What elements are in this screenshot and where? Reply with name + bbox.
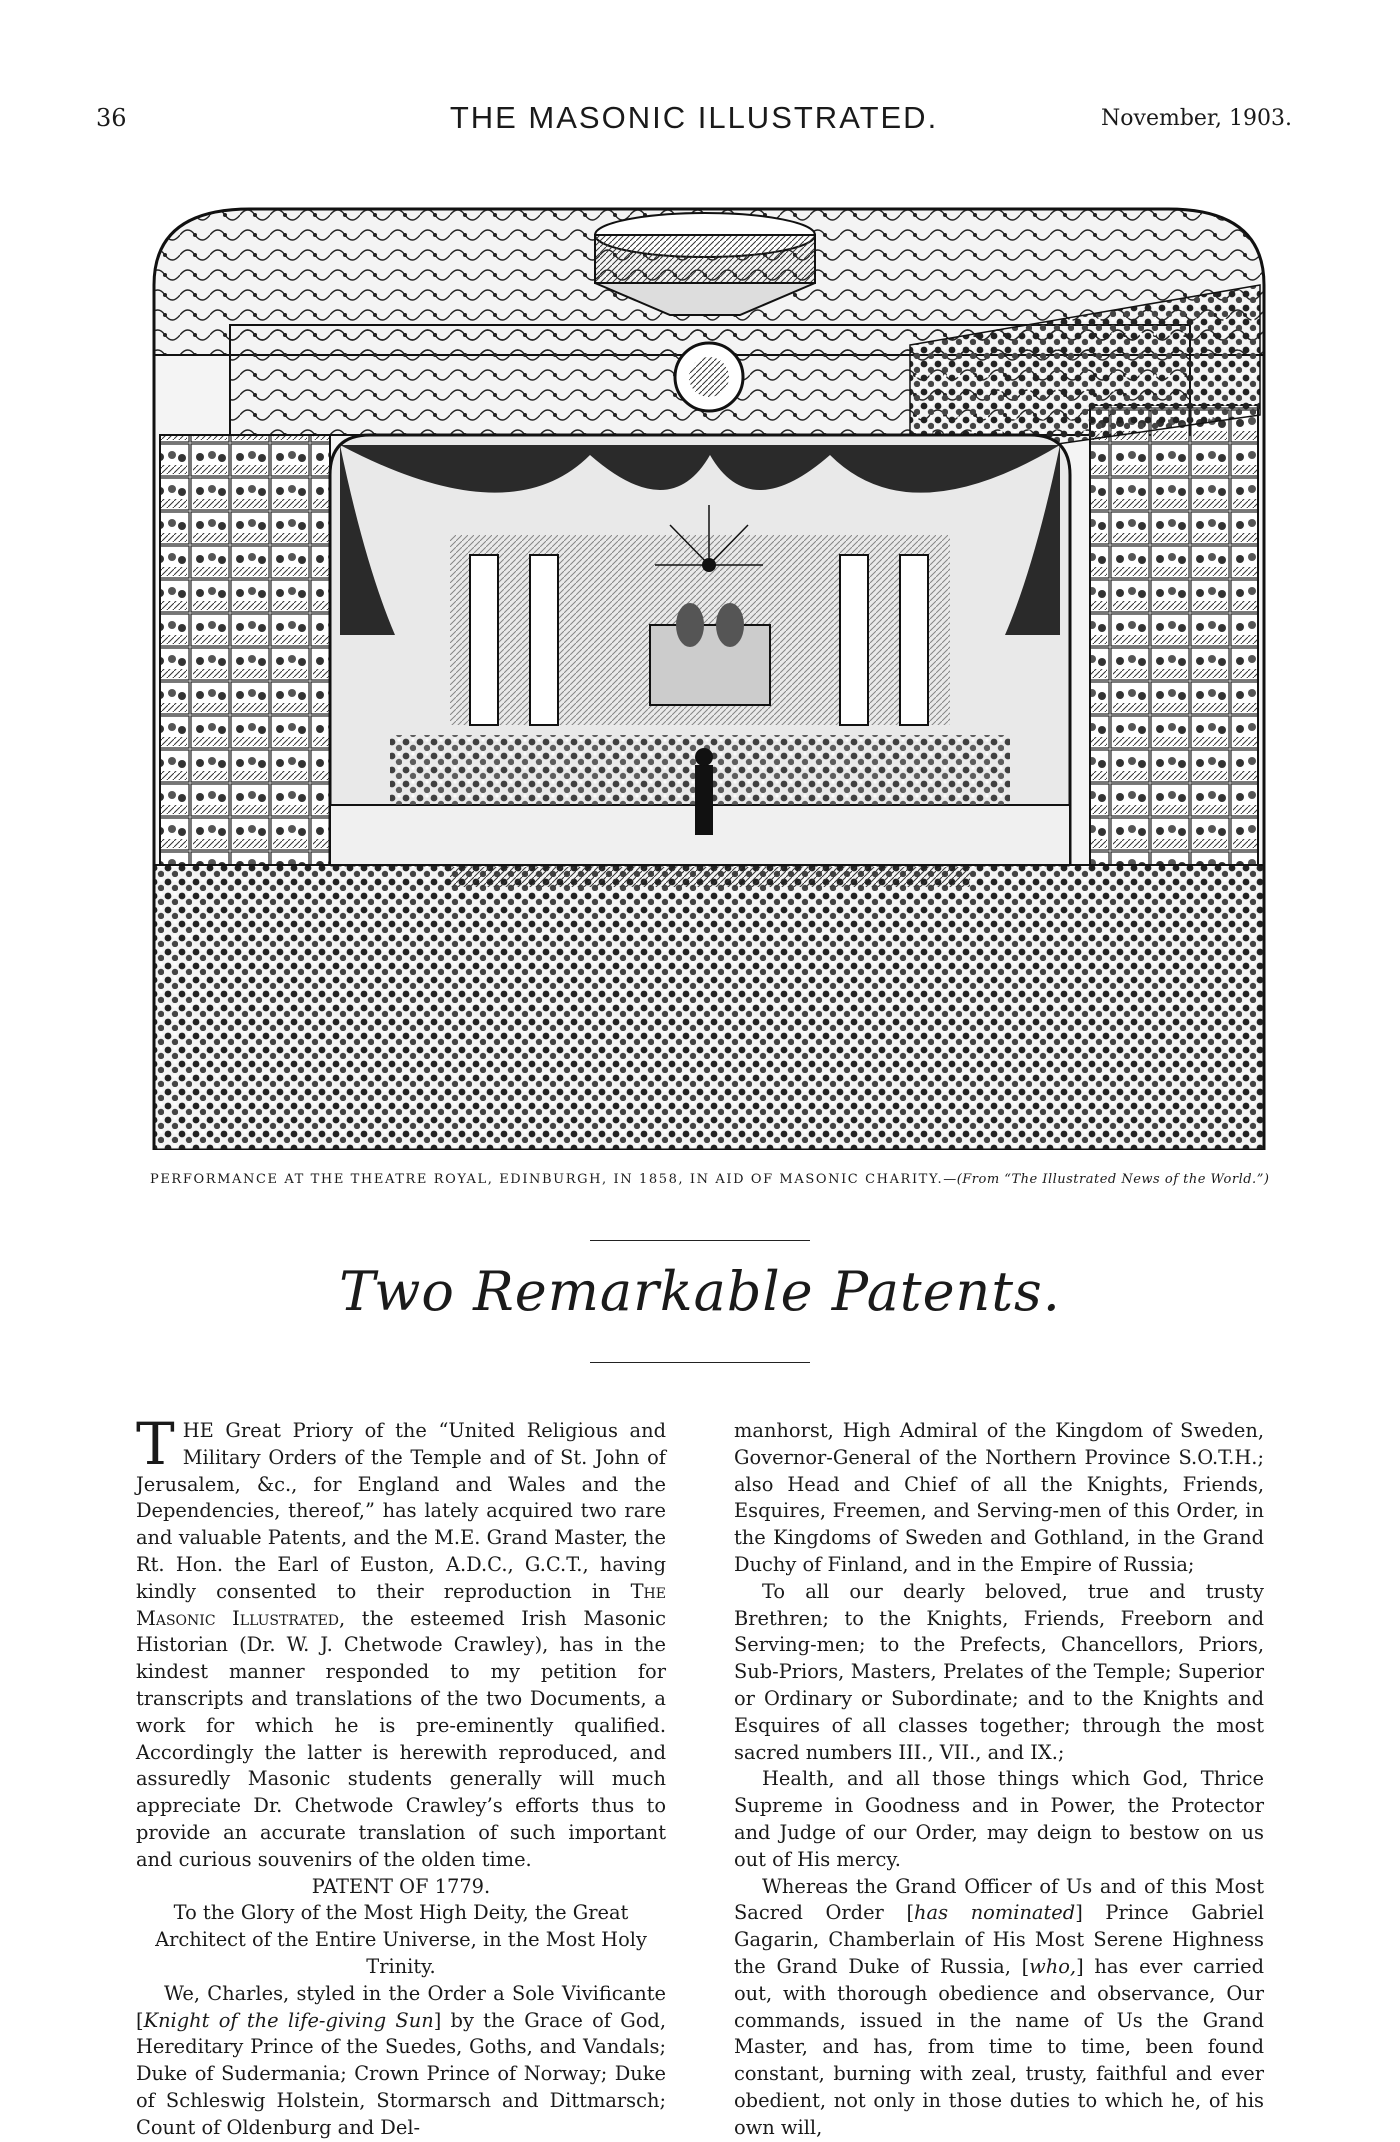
title-top-rule bbox=[590, 1240, 810, 1241]
whereas-italic-2: who, bbox=[1029, 1954, 1077, 1978]
whereas-text-part1: Whereas the Grand Officer of Us and of this Most Sacred Order [ bbox=[734, 1874, 1264, 1925]
dropcap-letter: T bbox=[136, 1410, 175, 1478]
address-paragraph: To all our dearly beloved, true and trusty Brethren; to the Knights, Friends, Freeborn and Serving-men; to the Prefects, Chancellors, Priors, Sub-Priors, Masters, Prelates of the Temple; Superior or Ordinary or Subordinate; and to the Knights and Esquires of all classes together; through the most sacred numbers III., VII., and IX.; bbox=[734, 1579, 1264, 1764]
health-paragraph: Health, and all those things which God, Thrice Supreme in Goodness and in Power, the Protector and Judge of our Order, may deign to bestow on us out of His mercy. bbox=[734, 1767, 1264, 1871]
masthead-title: THE MASONIC ILLUSTRATED. bbox=[449, 100, 939, 135]
intro-text-part1: HE Great Priory of the “United Religious and Military Orders of the Temple and of St. John of Jerusalem, &c., for England and Wales and the Dependencies, thereof,” has lately acquired two rare and valuable Patents, and the M.E. Grand Master, the Rt. Hon. the Earl of Euston, A.D.C., G.C.T., having kindly consented to their reproduction in bbox=[136, 1419, 666, 1603]
article-column-right bbox=[734, 1418, 1264, 2142]
intro-text-part2: , the esteemed Irish Masonic Historian (Dr. W. J. Chetwode Crawley), has in the kindest manner responded to my petition for transcripts and translations of the two Documents, a work for which he is pre-eminently qualified. Accordingly the latter is herewith reproduced, and assuredly Masonic students generally will much appreciate Dr. Chetwode Crawley’s efforts thus to provide an accurate translation of such important and curious souvenirs of the olden time. bbox=[136, 1606, 666, 1871]
issue-date: November, 1903. bbox=[1101, 106, 1292, 131]
continuation-paragraph: manhorst, High Admiral of the Kingdom of Sweden, Governor-General of the Northern Province S.O.T.H.; also Head and Chief of all the Knights, Friends, Esquires, Freemen, and Serving-men of this Order, in the Kingdoms of Sweden and Gothland, in the Grand Duchy of Finland, and in the Empire of Russia; bbox=[734, 1419, 1264, 1576]
whereas-paragraph bbox=[734, 1874, 1264, 2142]
charles-text-part2: ] by the Grace of God, Hereditary Prince of the Suedes, Goths, and Vandals; Duke of Sudermania; Crown Prince of Norway; Duke of Schleswig Holstein, Stormarsch and Dittmarsch; Count of Oldenburg and Del- bbox=[136, 2008, 666, 2139]
magazine-name: The Masonic Illustrated bbox=[136, 1579, 666, 1630]
charles-title-italic: Knight of the life-giving Sun bbox=[143, 2008, 434, 2032]
charles-paragraph bbox=[136, 1981, 666, 2142]
theatre-engraving bbox=[150, 205, 1268, 1150]
page-header bbox=[96, 100, 1292, 140]
patent-heading: PATENT OF 1779. bbox=[311, 1874, 491, 1898]
whereas-text-part3: ] has ever carried out, with thorough obedience and observance, Our commands, issued in the name of Us the Grand Master, and has, from time to time, been found constant, burning with zeal, trusty, faithful and ever obedient, not only in those duties to which he, of his own will, bbox=[734, 1954, 1265, 2139]
whereas-italic-1: has nominated bbox=[914, 1901, 1076, 1925]
charles-text-part1: We, Charles, styled in the Order a Sole Vivificante [ bbox=[136, 1981, 666, 2032]
title-bottom-rule bbox=[590, 1362, 810, 1363]
caption-source: —(From “The Illustrated News of the World.”) bbox=[943, 1172, 1270, 1187]
illustration-caption bbox=[150, 1172, 1268, 1187]
page-number: 36 bbox=[96, 104, 127, 132]
intro-paragraph bbox=[136, 1410, 666, 1874]
caption-main: PERFORMANCE AT THE THEATRE ROYAL, EDINBURGH, IN 1858, IN AID OF MASONIC CHARITY. bbox=[150, 1172, 944, 1187]
article-column-left bbox=[136, 1410, 666, 2142]
whereas-text-part2: ] Prince Gabriel Gagarin, Chamberlain of His Most Serene Highness the Grand Duke of Russia, [ bbox=[734, 1901, 1264, 1978]
dedication-paragraph: To the Glory of the Most High Deity, the Great Architect of the Entire Universe, in the Most Holy Trinity. bbox=[155, 1901, 647, 1978]
article-title: Two Remarkable Patents. bbox=[339, 1260, 1061, 1323]
